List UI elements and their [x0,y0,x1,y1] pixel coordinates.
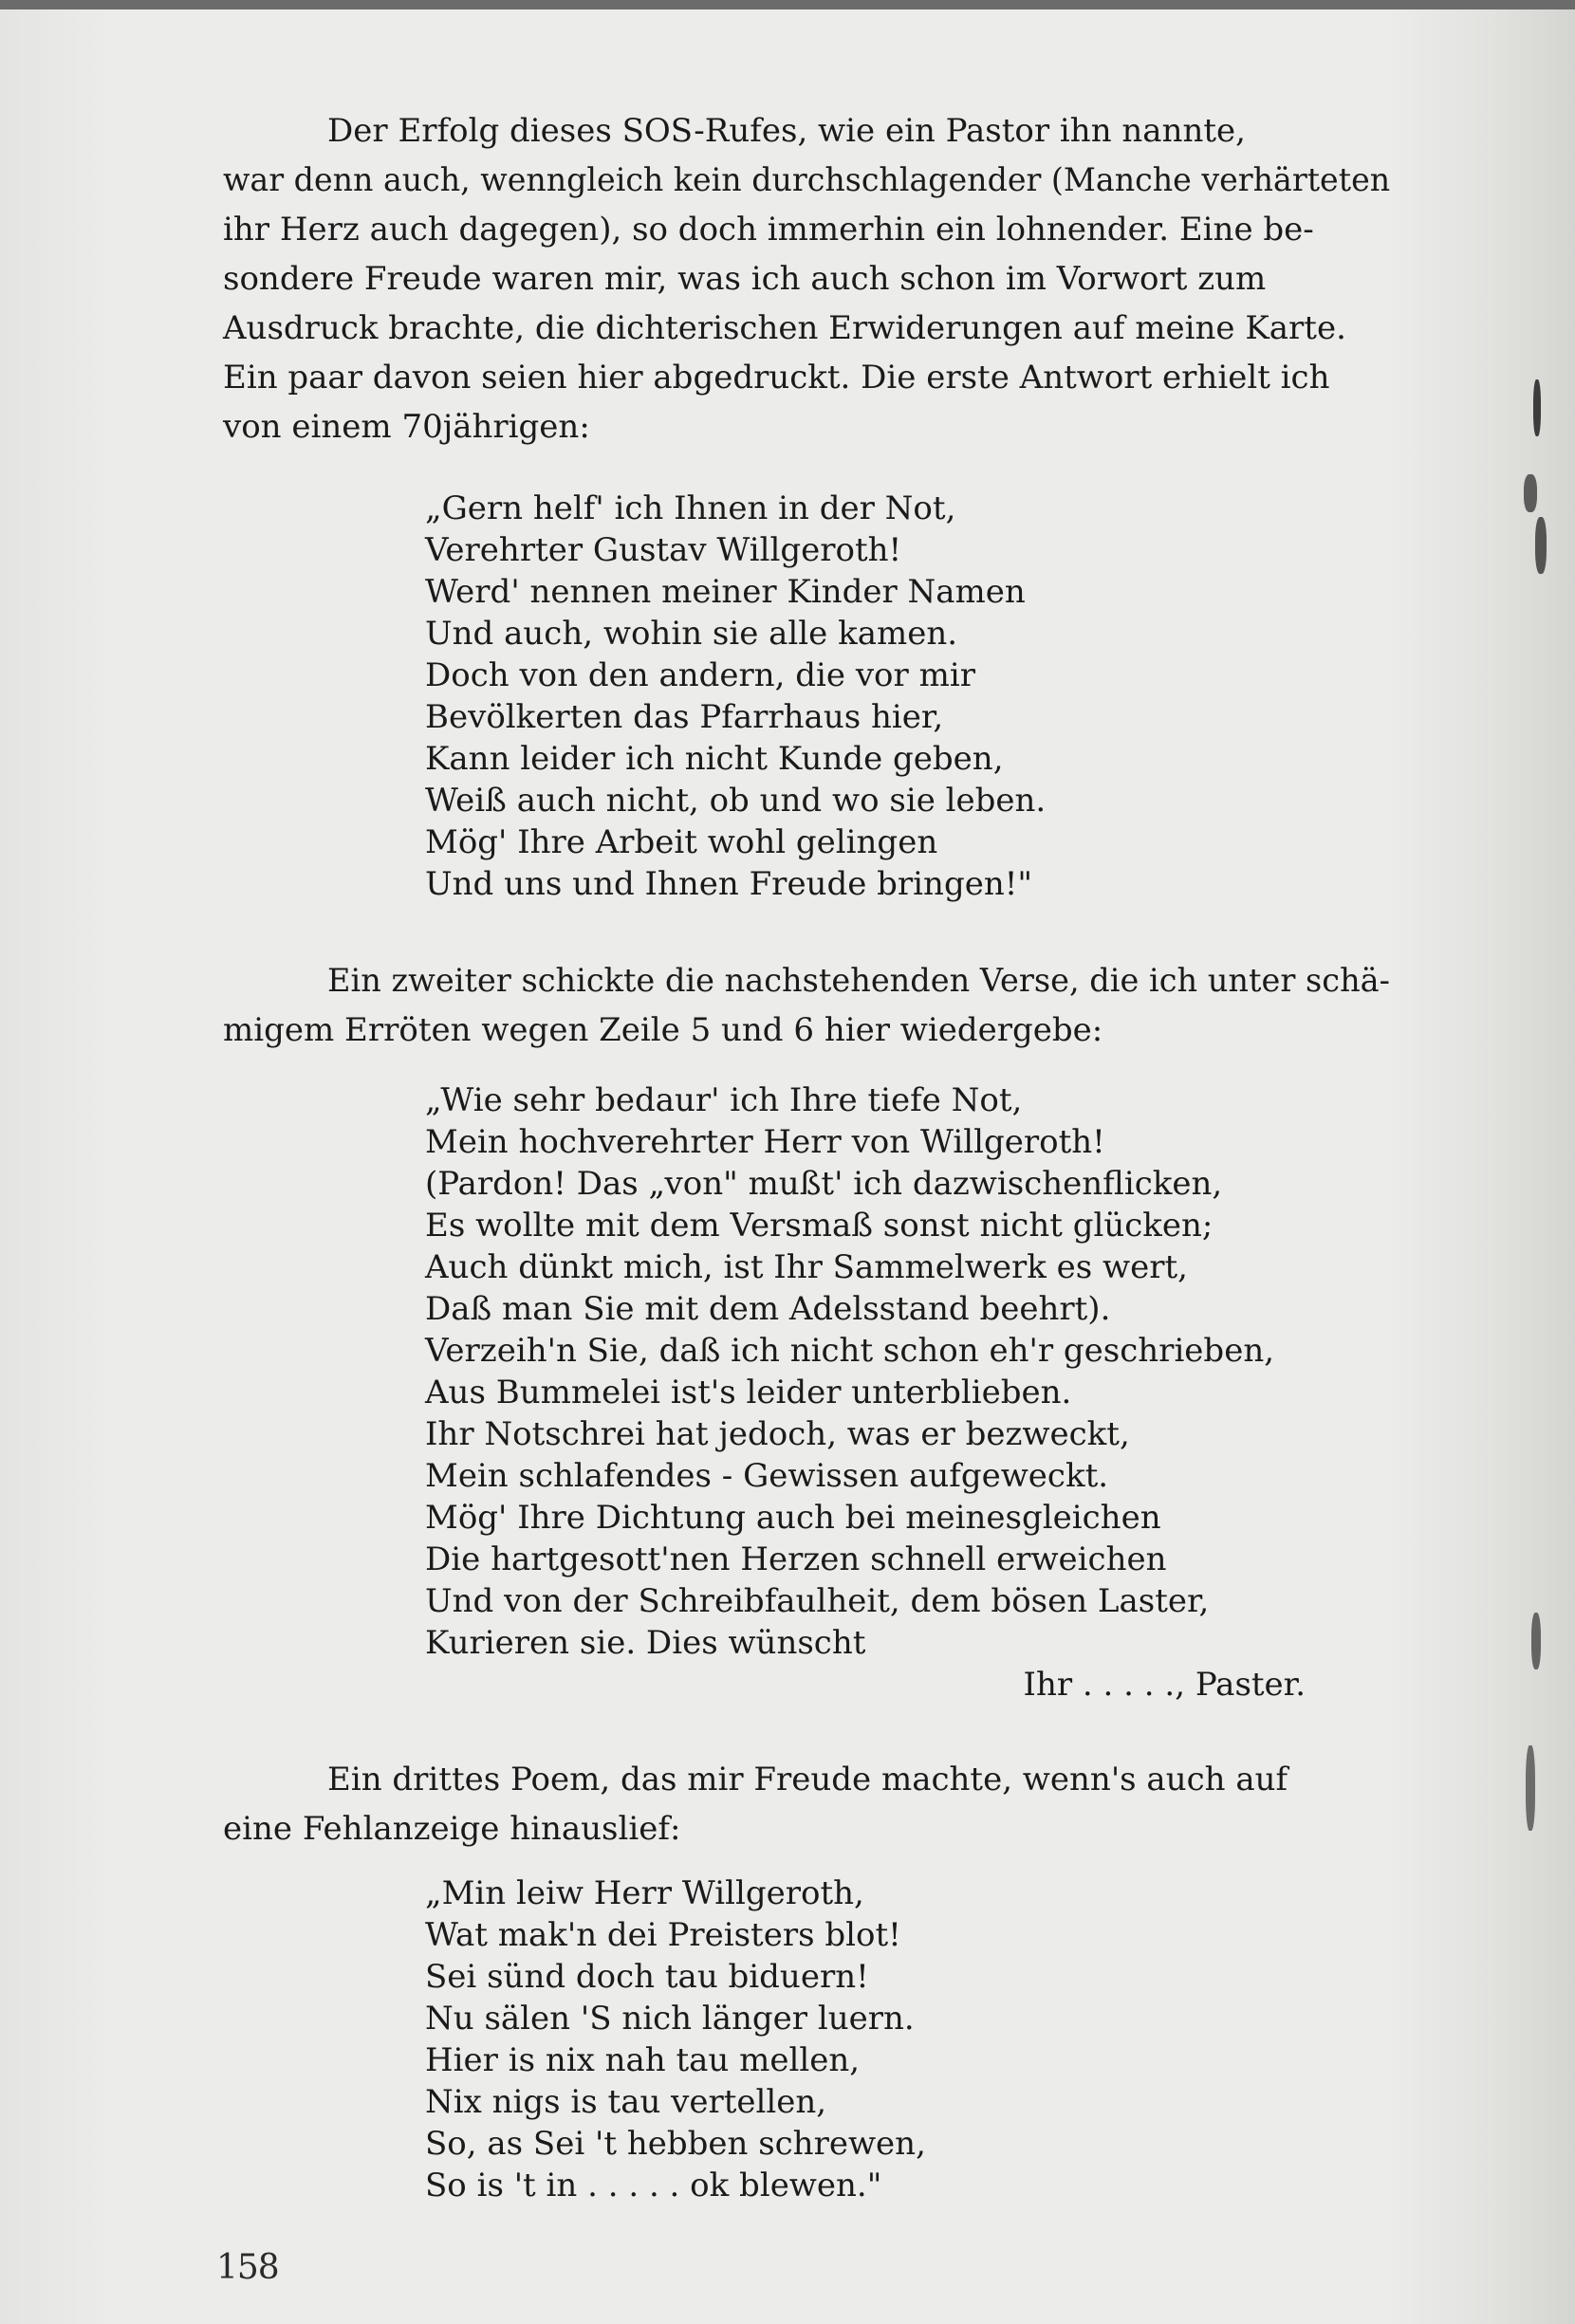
verse-line: So, as Sei 't hebben schrewen, [425,2125,926,2163]
verse-line: „Wie sehr bedaur' ich Ihre tiefe Not, [425,1081,1023,1119]
verse-line: Wat mak'n dei Preisters blot! [425,1916,901,1954]
text-line: sondere Freude waren mir, was ich auch schon im Vorwort zum [223,260,1267,298]
verse-line: Und von der Schreibfaulheit, dem bösen Laster, [425,1582,1210,1620]
verse-line: Weiß auch nicht, ob und wo sie leben. [425,782,1047,820]
verse-line: Aus Bummelei ist's leider unterblieben. [425,1374,1072,1411]
poem-signature: Ihr . . . . ., Paster. [1023,1666,1306,1704]
second-poem [425,1079,1355,1706]
text-line: ihr Herz auch dagegen), so doch immerhin ein lohnender. Eine be- [223,211,1314,249]
text-line: Ein drittes Poem, das mir Freude machte, wenn's auch auf [327,1761,1288,1798]
verse-line: Verzeih'n Sie, daß ich nicht schon eh'r geschrieben, [425,1332,1275,1370]
verse-line: Mög' Ihre Arbeit wohl gelingen [425,823,938,861]
verse-line: Und auch, wohin sie alle kamen. [425,615,958,653]
intro-paragraph [223,106,1390,452]
verse-line: Sei sünd doch tau biduern! [425,1958,869,1996]
verse-line: „Min leiw Herr Willgeroth, [425,1874,864,1912]
verse-line: Die hartgesott'nen Herzen schnell erweichen [425,1540,1167,1578]
verse-line: Es wollte mit dem Versmaß sonst nicht glücken; [425,1207,1214,1245]
third-intro-paragraph [223,1755,1390,1854]
text-line: Ein paar davon seien hier abgedruckt. Die erste Antwort erhielt ich [223,359,1330,397]
verse-line: So is 't in . . . . . ok blewen." [425,2167,882,2204]
verse-line: (Pardon! Das „von" mußt' ich dazwischenflicken, [425,1165,1223,1203]
binding-mark [1526,1745,1535,1831]
verse-line: Mein schlafendes - Gewissen aufgeweckt. [425,1457,1109,1495]
verse-line: Verehrter Gustav Willgeroth! [425,531,902,569]
verse-line: Kann leider ich nicht Kunde geben, [425,740,1004,778]
verse-line: Werd' nennen meiner Kinder Namen [425,573,1026,611]
text-line: von einem 70jährigen: [223,408,590,446]
verse-line: Mein hochverehrter Herr von Willgeroth! [425,1123,1105,1161]
text-line: war denn auch, wenngleich kein durchschlagender (Manche verhärteten [223,161,1391,198]
binding-mark [1533,379,1541,436]
verse-line: Daß man Sie mit dem Adelsstand beehrt). [425,1290,1111,1328]
verse-line: Nix nigs is tau vertellen, [425,2083,827,2121]
text-line: migem Erröten wegen Zeile 5 und 6 hier wiedergebe: [223,1011,1103,1049]
page-number: 158 [216,2248,279,2287]
verse-line: Auch dünkt mich, ist Ihr Sammelwerk es wert, [425,1248,1188,1286]
scan-top-edge [0,0,1575,9]
verse-line: Nu sälen 'S nich länger luern. [425,2000,915,2038]
verse-line: Ihr Notschrei hat jedoch, was er bezweckt, [425,1415,1130,1453]
verse-line: Bevölkerten das Pfarrhaus hier, [425,698,944,736]
text-line: eine Fehlanzeige hinauslief: [223,1810,681,1848]
verse-line: Kurieren sie. Dies wünscht [425,1624,866,1662]
second-intro-paragraph [223,956,1390,1055]
binding-mark [1524,474,1537,512]
binding-mark [1535,517,1547,574]
binding-mark [1531,1613,1541,1669]
text-line: Der Erfolg dieses SOS-Rufes, wie ein Pastor ihn nannte, [327,112,1246,150]
verse-line: Hier is nix nah tau mellen, [425,2041,861,2079]
third-poem [425,1872,1355,2206]
verse-line: Mög' Ihre Dichtung auch bei meinesgleichen [425,1499,1161,1537]
first-poem [425,488,1355,905]
verse-line: Doch von den andern, die vor mir [425,656,975,694]
verse-line: Und uns und Ihnen Freude bringen!" [425,865,1033,903]
text-line: Ein zweiter schickte die nachstehenden Verse, die ich unter schä- [327,962,1391,999]
verse-line: „Gern helf' ich Ihnen in der Not, [425,489,956,527]
text-line: Ausdruck brachte, die dichterischen Erwiderungen auf meine Karte. [223,309,1346,347]
